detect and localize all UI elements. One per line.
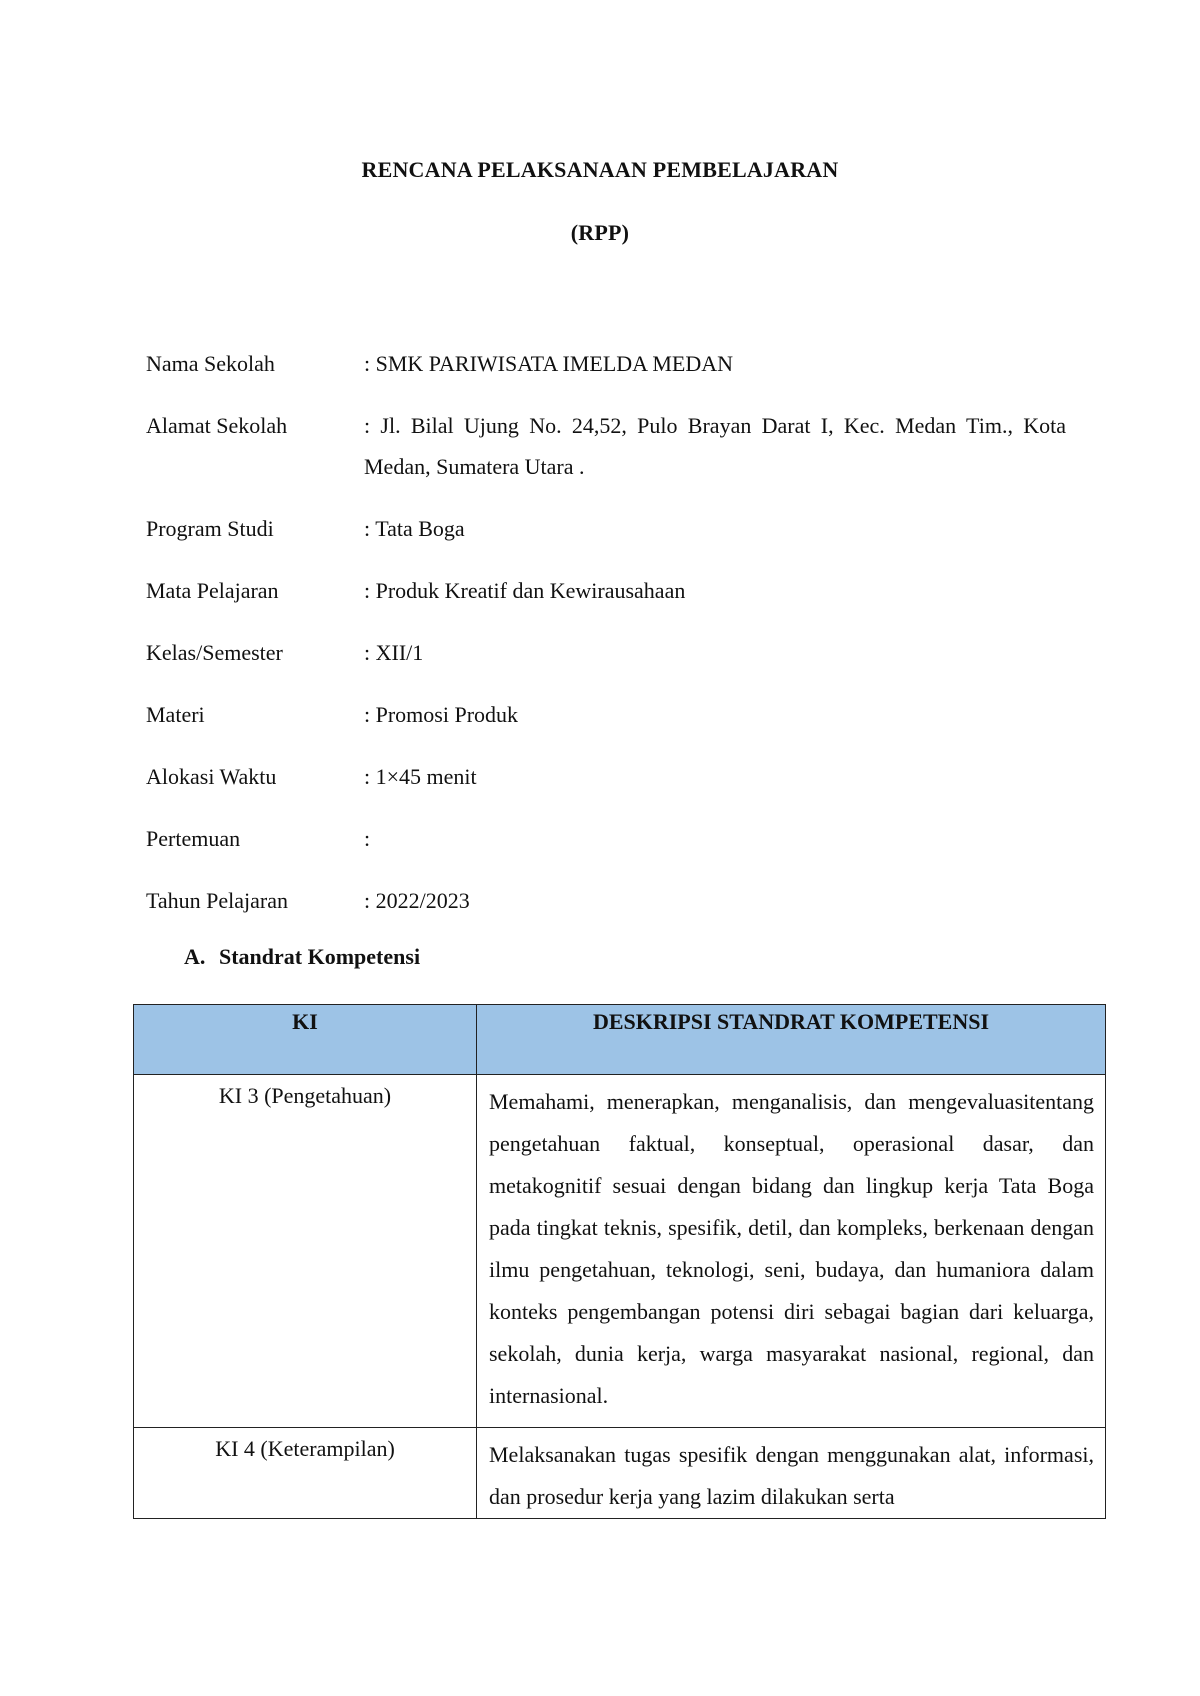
info-row-mata-pelajaran bbox=[146, 570, 1066, 611]
info-value: : Promosi Produk bbox=[364, 702, 519, 727]
table-row bbox=[134, 1075, 1106, 1428]
info-row-tahun-pelajaran bbox=[146, 880, 1066, 921]
info-value: : Jl. Bilal Ujung No. 24,52, Pulo Brayan Darat I, Kec. Medan Tim., Kota Medan, Sumatera Utara . bbox=[364, 413, 1066, 479]
info-label: Kelas/Semester bbox=[146, 640, 283, 665]
description-cell: Melaksanakan tugas spesifik dengan menggunakan alat, informasi, dan prosedur kerja yang lazim dilakukan serta bbox=[477, 1428, 1106, 1519]
info-label: Materi bbox=[146, 702, 205, 727]
info-label: Alamat Sekolah bbox=[146, 413, 288, 438]
info-row-pertemuan bbox=[146, 818, 1066, 859]
info-value: : Tata Boga bbox=[364, 516, 465, 541]
info-row-nama-sekolah bbox=[146, 343, 1066, 384]
ki-cell: KI 3 (Pengetahuan) bbox=[134, 1075, 477, 1428]
info-label: Tahun Pelajaran bbox=[146, 888, 289, 913]
document-title: RENCANA PELAKSANAAN PEMBELAJARAN bbox=[361, 157, 839, 182]
info-label: Alokasi Waktu bbox=[146, 764, 277, 789]
info-value: : Produk Kreatif dan Kewirausahaan bbox=[364, 578, 686, 603]
section-title: Standrat Kompetensi bbox=[219, 944, 421, 969]
info-label: Nama Sekolah bbox=[146, 351, 275, 376]
column-header-ki: KI bbox=[134, 1005, 477, 1075]
info-value: : SMK PARIWISATA IMELDA MEDAN bbox=[364, 351, 734, 376]
description-cell: Memahami, menerapkan, menganalisis, dan mengevaluasitentang pengetahuan faktual, konseptual, operasional dasar, dan metakognitif sesuai dengan bidang dan lingkup kerja Tata Boga pada tingkat teknis, spesifik, detil, dan kompleks, berkenaan dengan ilmu pengetahuan, teknologi, seni, budaya, dan humaniora dalam konteks pengembangan potensi diri sebagai bagian dari keluarga, sekolah, dunia kerja, warga masyarakat nasional, regional, dan internasional. bbox=[477, 1075, 1106, 1428]
info-row-alokasi-waktu bbox=[146, 756, 1066, 797]
section-letter: A. bbox=[184, 944, 206, 969]
info-row-program-studi bbox=[146, 508, 1066, 549]
table-row bbox=[134, 1428, 1106, 1519]
identity-info-list bbox=[146, 343, 1066, 921]
competency-table bbox=[133, 1004, 1106, 1519]
info-value: : XII/1 bbox=[364, 640, 424, 665]
info-value: : 2022/2023 bbox=[364, 888, 470, 913]
table-header-row bbox=[134, 1005, 1106, 1075]
info-value: : 1×45 menit bbox=[364, 764, 477, 789]
info-row-kelas-semester bbox=[146, 632, 1066, 673]
info-row-materi bbox=[146, 694, 1066, 735]
info-row-alamat-sekolah bbox=[146, 405, 1066, 487]
ki-cell: KI 4 (Keterampilan) bbox=[134, 1428, 477, 1519]
info-label: Program Studi bbox=[146, 516, 274, 541]
column-header-description: DESKRIPSI STANDRAT KOMPETENSI bbox=[477, 1005, 1106, 1075]
info-value: : bbox=[364, 826, 371, 851]
section-heading-a bbox=[184, 944, 420, 970]
document-subtitle: (RPP) bbox=[570, 220, 630, 245]
info-label: Pertemuan bbox=[146, 826, 241, 851]
info-label: Mata Pelajaran bbox=[146, 578, 279, 603]
